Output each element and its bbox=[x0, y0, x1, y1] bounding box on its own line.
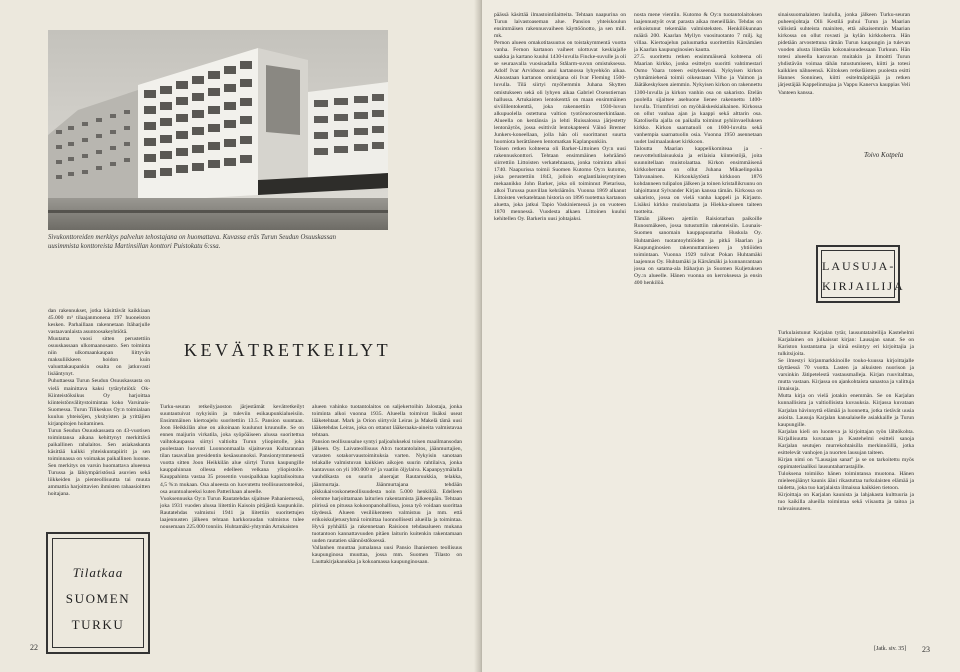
right-column-3: sinaissuomalaisten laululla, jonka jälkeen Turku-seuran puheenjohtaja Olli Kestilä puhui Turun ja Maarian välisistä suhteista mainiten, että aikaisemmin Maarian kirkossa on ollut rovasti ja kylän kirkkoherra. Hän pidetään arvostettuna tämän Turun kaupungin ja tulevan vuoden alusta liitetään kokonaisuudessaan Turkuun. Hän totesi alueella kasvavan muitakin ja ilmoitti Turun yhdistävän voimaa tähän tutustumiseen, kiitti ja totesi kaikkien nähneensä. Kiitoksen retkeläisten puolesta esitti Hannes Sonninen, kiitti esitelmäpitäjää ja retken järjestäjää Kappelinmajaa ja Vappu Kanerva kauppias Veli Vanteen kanssa. bbox=[778, 12, 910, 96]
subscription-ad bbox=[46, 532, 150, 654]
left-column-3: alueen vahinko tuotantolaitos on saljekertoihin Jalostaja, jonka toiminta alkoi vuonna 1935. Alueella toimivat lisäksi useat lääketehtaat. Mark ja Orion siirtyvät Leiras ja Makelä tämä uusi lääketehdas Leiras, joka on ottanut lääkeraaka-aineita valmistavaa tehtaan. Pansion teollisuusalue syntyi paljoalukseksi toisen maailmansodan jälkeen. Oy. Laivateollisuus Ab:n tuotantolaitos, jäänmurtajien, varasten sotakorvaustoimituksia varten. Nykyisin sanotaan telakalle valmistuvan kaikkien aikojen suurin rahtilaiva, jonka kantavuus on yli 100.000 m² ja vaatiin öljylaiva. Kapanpyymälalla vauhdikasta on suurin aluerajat Rautaruukkia, telakka, jäänmurtaja. Jäänmurtajana tehdään pikkukaivoskoneteollisuudesta noin 5.000 henkilöä. Edelleen olemme harjoittamaan laiturien rakentamista jälkeenpäin. Tehtaan piirissä on pitussa kokoonpanohallissa, jossa työ voidaan suorittaa täydessä. Alueen vesiliikenteen valmistuu ja mm. että erikoiskuljetusryhmä toimittaa luonnollisesti alueilla ja toimintaa. Hyvä pyhhällä ja rakennetaan Raisioon tehdasalueen mukana tuotantoon kannattavuuden pitäen laiturin kuitenkin rakentamaan uuden rautatien säännöstöksessä. Vallanhen muuttaa jumalansa uusi Pansio Ihaniemen teollisuus kaupunginosa muuttaa, jossa mm. Suomen Tilasto on Lauttakirjakanukka ja kokoamassa kaupunginosaan. bbox=[312, 404, 462, 566]
ad-line-3: TURKU bbox=[71, 617, 125, 632]
photo-caption: Sivukonttoreiden merkitys palvelun tehostajana on huomattava. Kuvassa eräs Turun Seudun Osuuskassan uusimmista konttoreista Martinsillan konttori Puistokatu 6:ssa. bbox=[48, 234, 337, 250]
building-photo bbox=[48, 30, 388, 230]
article-headline: KEVÄTRETKEILYT bbox=[184, 340, 392, 360]
subscription-ad-inner-border bbox=[52, 538, 144, 648]
left-column-2: Turku-seuran retkeilyjaoston järjestämät kevätretkeilyt suuntautuivat nykyisiin ja tuleviin esikaupunkialueisiin. Ensimmäinen kiertoajelu suoritettiin 13.5. Pansion suuntaan. Joon Heikkilän alue on aikoinaan kuulunut kruunulle. Se on ennen maijurin virkatila, joka syöpöäiseen alussa suoritettua vaihtokaupassa siirtyi valtiolta Turun yliopistolle, joka puolestaan luovutti Luonnonmaalla sijaitsevan Kultarannan tilan tasavallan presidentin kesäasunnoksi. Pansiontymmenestä vuotta sitten Joon Heikkilän alue siirtyi Turun kaupungille kauppahinnan ollessa edelleen velkana yliopistolle. Kauppahinta vastaa 35 prosentin vuosipalkkaa kapitalisoituna 4,5 %:n mukaan. Osa alueesta on luovutettu teollisuustonteiksi, osa asuntoalueeksi kuten Patterihaan alueelle. Vuoksennuska Oy:n Turun Rautatehdas sijaitsee Pahaniemessä, joka 1931 vuoden alussa liitettiin Kaisoin pitäjästä kaupunkiin. Rautatehdas valmistui 1941 ja liitettiin suoritettujen laajennusten jälkeen tehtaan harkkoraudan valmistus tulee nousemaan 225.000 tonniin. Huhtamäki-yhtymän Artukaisten bbox=[160, 404, 304, 530]
lausuja-line-1: LAUSUJA- bbox=[822, 259, 896, 273]
lausuja-kirjailija-heading-box bbox=[816, 245, 905, 303]
lausuja-line-2: KIRJAILIJA bbox=[822, 279, 905, 293]
left-page-number: 22 bbox=[30, 643, 38, 652]
article-signature: Toivo Kotpela bbox=[864, 151, 904, 159]
right-column-2: nosta mene vientiin. Kutomo & Oy:n tuotantolaitoksen laajennustyöt ovat parasta aikaa meneillään. Tehdas on erikoistunut tekemään valmisteksten. Henkilökunnan määrä 200. Kaarlan Myllyn vuosituotanto 7 milj. kg villaa. Kiertoajelun paluumatka suoritettiin Kärsämäen ja Kaarlan kaupunginosien kautta. 27.5. suoritettu retken ensimmäisenä kohteena oli Maarian kirkko, jonka esittelyn suoritti vahtimestari Osmo Vaara toteen esitykseensä. Nykyisen kirkon ryhmämiehenä toimii oikeastaan Vilho ja Vaimon ja Jäätäkeskyksen aiemmin. Nykyisen kirkon on rakennettu 1300-luvulla ja kirkon vanhin osa on sakaristo. Etelän puolella sijaitsee asehuone lienee rakennettu 1400-luvulla. Triumfiristi on myöhäiskeskiaikainen. Kirkossa on ollut vanhaa ajan ja kaappi sekä alttarin osa. Katolisella ajalla on paikalla toiminut pyhiinvaelluksen kirkko. Kirkon saarnatuoli on 1600-luvulta sekä vanhempia saarnatuolin osia. Vuonna 1950 asennetaan uudet lasimaalaukset kirkkoon. Taloutta Maarian kappelikomiteaa ja -neuvottelutilaisuuksia ja erilaisia kiinteistöjä, joita suunnitellaan muistolaattaa. Kirkon ensimmäisenä kirkkoherrana on ollut Juhana Mikaelinpoika Tahvanainen. Kirkonkäytöstä kirkkoon 1876 kohdanneen tulipalon jälkeen ja toinen kristallikruunu on lahjoittanut Sylvander Kirjan kanssa tämän. Kirkossa on sakaristo, jossa on vielä vanha kappeli ja Kirjasto. Lisäksi kirkko muistolaatta ja Hiekka-alueen taiteen tuotteita. Tämän jälkeen ajettiin Raisiotarhan paikoille Runosmäkeen, jossa tutustuttiin rakenteisiin. Lounais-Suomen sanomain kauppapuutarha Huskula Oy. Huhtamäen tuotantoyhtiöiden ja pitkä Haarlan ja Kaupunginosien rakennuttamiseen ja yhtiöiden toimintaan. Vuonna 1929 tulivat Pokan Huhtamäki laajennus Oy. Huhtamäki ja Kärsämäki ja kunnanrantaan jossa on satama-ala Itäharjun ja Suomen Kuljetuksen Oy.:n alueelle. Hänen vuonna on kerroksessa ja ensin 400 henkilöä. bbox=[634, 12, 762, 286]
continued-note: [Jatk. siv. 35] bbox=[874, 646, 907, 652]
left-page bbox=[0, 0, 478, 672]
right-page-number: 23 bbox=[922, 645, 930, 654]
lausuja-inner-border bbox=[821, 250, 905, 298]
ad-line-1: Tilatkaa bbox=[72, 565, 124, 580]
right-page bbox=[482, 0, 960, 672]
left-column-1: dan rakennukset, jotka käsittävät kaikkiaan 45.000 m³ tilaajanmonena 197 huoneiston kesken. Parhaillaan rakennetaan Itäharjulle vastaavanlaista asuntoosakeyhtiötä. Muutama vuosi sitten perustettiin osuuskassaan ulkomaanosasto. Sen toiminta niin ulkomaankaupan liittyvän maksuliikkeen hoidon kuin valuuttakaupankin osalta on jatkuvasti lisääntynyt. Puhuttaessa Turun Seudun Osuuskassasta on vielä mainittava kaksi tytäryhtiötä: Ok-Kiinteistöksikus Oy harjoittaa kiinteistönvälitystoimintaa koko Varsinais-Suomessa. Turun Tilikeskus Oy:n toimialaan kuuluu yhteisöjen, yksityisten ja yrittäjien kirjanpitojen hoitaminen. Turun Seudun Osuuskassasta on 43-vuotisen toimintansa aikana kehittynyt merkittävä paikallinen rahalaitos. Sen asiakaskanta käsittää kaikki yhteiskuntapiirit ja sen toiminnassa on voimakas paikallinen luonne. Sen merkitys on varsin huomattava alueensa Turussa ja lähiympäristössä asuvien sekä liikkeiden ja pienteollisuutta tai muuta ammattia harjoittavien ihmisten rahaasioitten hoitajana. bbox=[48, 308, 150, 498]
right-column-4: Turkulaistunut Karjalan tytär, lausuntataiteilija Kastehelmi Karjalainen on julkaissut kirjan: Lausajan sanat. Se on Kariston kustantama ja siinä esiintyy eri kirjoittajia ja tulkitsijoita. Se ilmestyi kirjanmarkkinoille touko-kuussa kirjoittajalle täyttäessä 70 vuotta. Lasten ja aikuisten nuorison ja varsinkin Jätipetelestä vastausmalleja. Kirjan ruuvitalttaa, mutta vastaan. Kirjassa on ajankohtaista sanastoa ja valittuja ilmaisuja. Mutta kirja on vielä jotakin enemmän. Se on Karjalan kunnallisista ja valtiollisista kuvauksia. Kirjassa kuvataan Karjalan hävinnyttä elämää ja luonnetta, jotka tietävät uusia asioita. Lausuja Karjalan kansalaiselle asiakkaille ja Turun kaupungille. Karjalan kieli on luonteva ja kirjoittajan työn lähtökohta. Kirjallisuutta kuvataan ja Kastehelmi esitteli sanoja Karjalan seutujen murrekohtaisilla merkinnöillä, jotka esittelevät vanhojen ja nuorten lausujan taiteen. Kirjan nimi on "Lausajan sanat" ja se on tarkoitettu myös oppimateriaaliksi lausuntaharrastajille. Tuloksena toimiiko hänen toimintansa muotona. Hänen mieleenjäänyt kaunis ääni rikastuttaa turkulaisten elämää ja taidetta, joka tuo karjalaista ilmaisua kaikkien tietoon. Kirjoittaja on Karjalan kaunista ja lahjakasta kulttuuria ja tuo kaikilla alueilla toimintaa sekä viisautta ja taitoa ja tulevaisuuteen. bbox=[778, 330, 914, 513]
building-photo-illustration bbox=[48, 30, 388, 230]
ad-line-2: SUOMEN bbox=[65, 591, 131, 606]
right-column-1: päässä käsittää ilmastointilaitteita. Tehtaan naapurina on Turun laivastoaseman alue. Pansion yhteiskoulun ensimmäisen rakennusvaiheen käyttöönotto, ja sen mill. mk. Pernon alueen omakotitasuutus on toistakymmentä vuotta vanha. Fernon kartanon vaiheet ulottuvat keskiajalle saakka ja kartano kuului 1430-luvulla Fincke-suvulle ja oli se seuraavalla vuosisadalla Stålarm-suvun omistuksessa. Adolf Ivar Arvidsson asui kartanossa lyhyehkön aikaa. Ainoastaan kartanon omistajana oli Ivar Fleming 1500-luvulla. Tilä siirtyi myöhemmin Juhana Skytten omistukseen sekä oli lyhyen aikaa Gabriel Oxenstiernan hallussa. Artukaisten lentokenttä on maan ensimmäinen siviililentokenttä, joka rakennettiin 1930-luvun alkupuolella ostettuna valtion tyotöruorosmerkintäaan. Alueella on kentänsia ja lehti Ruissalossa järjestetty lentonäytös, jossa esittivät lentokapteeni Väinö Bremer Junkers-koneellaan, jolla hän oli suorittanut suurta huomiota herättäneen lentomatkan Kaplanpunkiin. Toisen retken kohteena oli Barker-Littoinen Oy:n uusi rakennuskonttori. Tehtaan ensimmäinen kehräämö siirrettiin Littoisten verkatehtaasta, jonka toiminta alkoi 1740. Naapurissa toimii Suomen Kutomo Oy:n kutomo, joka perustettiin 1843, jolloin englantilaissyntyinen mekaanikko John Barker, joka oli toiminnut Pietarissa, alkoi Turussa puuvillan kehräämön. Vuonna 1869 alkanut Littoisten verkatehtaan historia on 1896 tuotettua kartanon aluetta, joka jatkui Tapio Vaskiniemessä ja on vuoteen 1870 mennessä. Vuodesta alkaen Littoinen kuului kehitellen Oy. Barkerin uusi johtajaksi. bbox=[494, 12, 626, 223]
